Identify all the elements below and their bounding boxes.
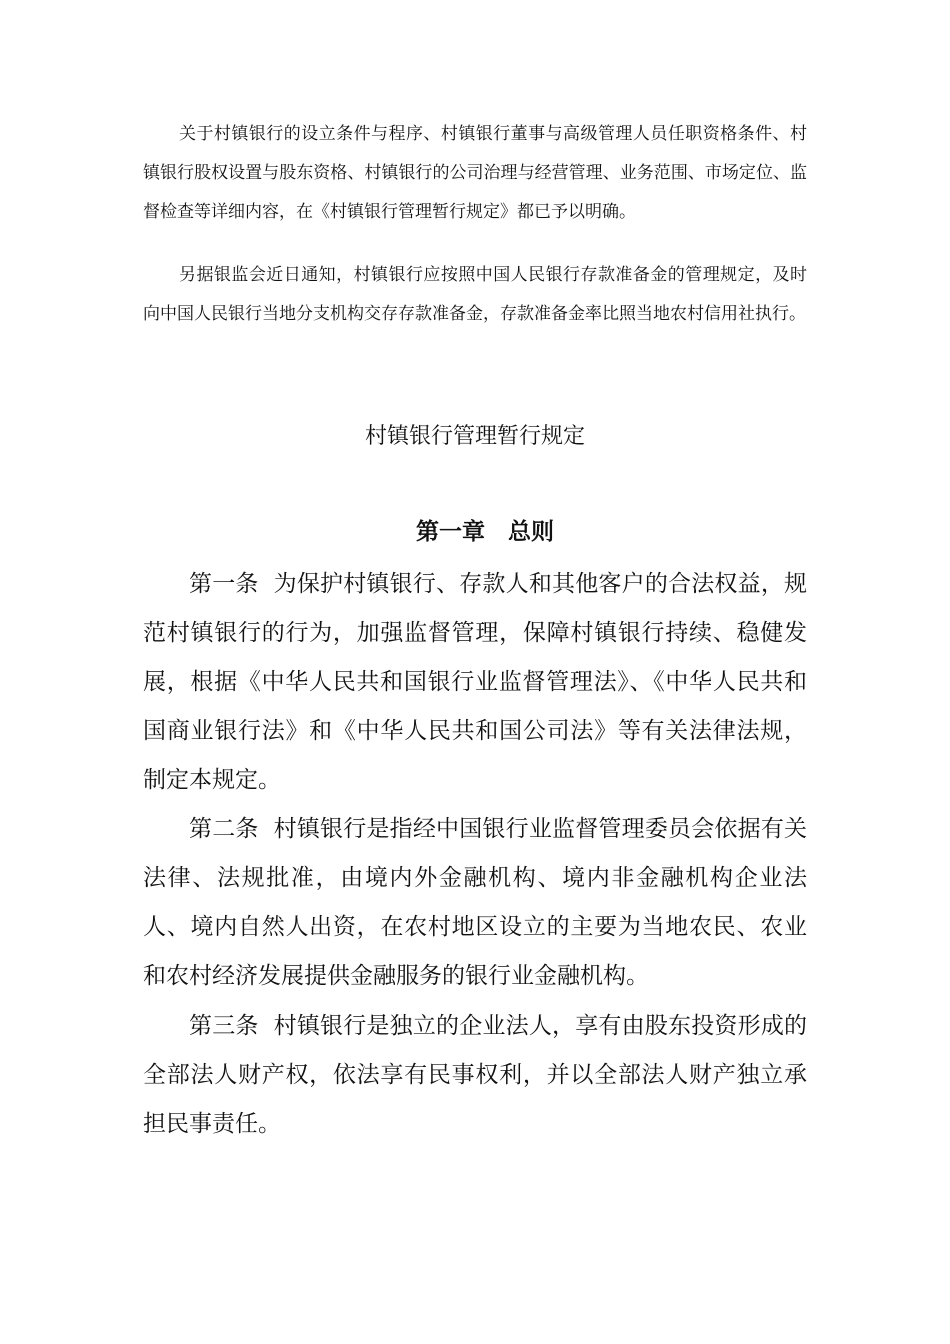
chapter-heading: 第一章 总则: [416, 519, 554, 545]
document-title: 村镇银行管理暂行规定: [364, 424, 585, 449]
article-gap: [259, 816, 274, 842]
article-number: 第二条: [189, 816, 259, 842]
intro-paragraph: 关于村镇银行的设立条件与程序、村镇银行董事与高级管理人员任职资格条件、村镇银行股权设置与股东资格、村镇银行的公司治理与经营管理、业务范围、市场定位、监督检查等详细内容，在《村镇银行管理暂行规定》都已予以明确。: [143, 124, 807, 222]
article-text: 村镇银行是指经中国银行业监督管理委员会依据有关法律、法规批准，由境内外金融机构、境内非金融机构企业法人、境内自然人出资，在农村地区设立的主要为当地农民、农业和农村经济发展提供金融服务的银行业金融机构。: [143, 816, 808, 989]
article-gap: [259, 1013, 274, 1039]
article-paragraph: [143, 560, 807, 805]
article-number: 第三条: [189, 1013, 259, 1039]
article-number: 第一条: [189, 571, 259, 597]
article-paragraph: [143, 1002, 807, 1149]
intro-paragraph: 另据银监会近日通知，村镇银行应按照中国人民银行存款准备金的管理规定，及时向中国人民银行当地分支机构交存存款准备金，存款准备金率比照当地农村信用社执行。: [143, 265, 807, 324]
article-text: 村镇银行是独立的企业法人，享有由股东投资形成的全部法人财产权，依法享有民事权利，并以全部法人财产独立承担民事责任。: [143, 1013, 808, 1137]
article-paragraph: [143, 805, 807, 1001]
article-text: 为保护村镇银行、存款人和其他客户的合法权益，规范村镇银行的行为，加强监督管理，保障村镇银行持续、稳健发展，根据《中华人民共和国银行业监督管理法》、《中华人民共和国商业银行法》和《中华人民共和国公司法》等有关法律法规，制定本规定。: [143, 571, 808, 793]
article-gap: [259, 571, 274, 597]
